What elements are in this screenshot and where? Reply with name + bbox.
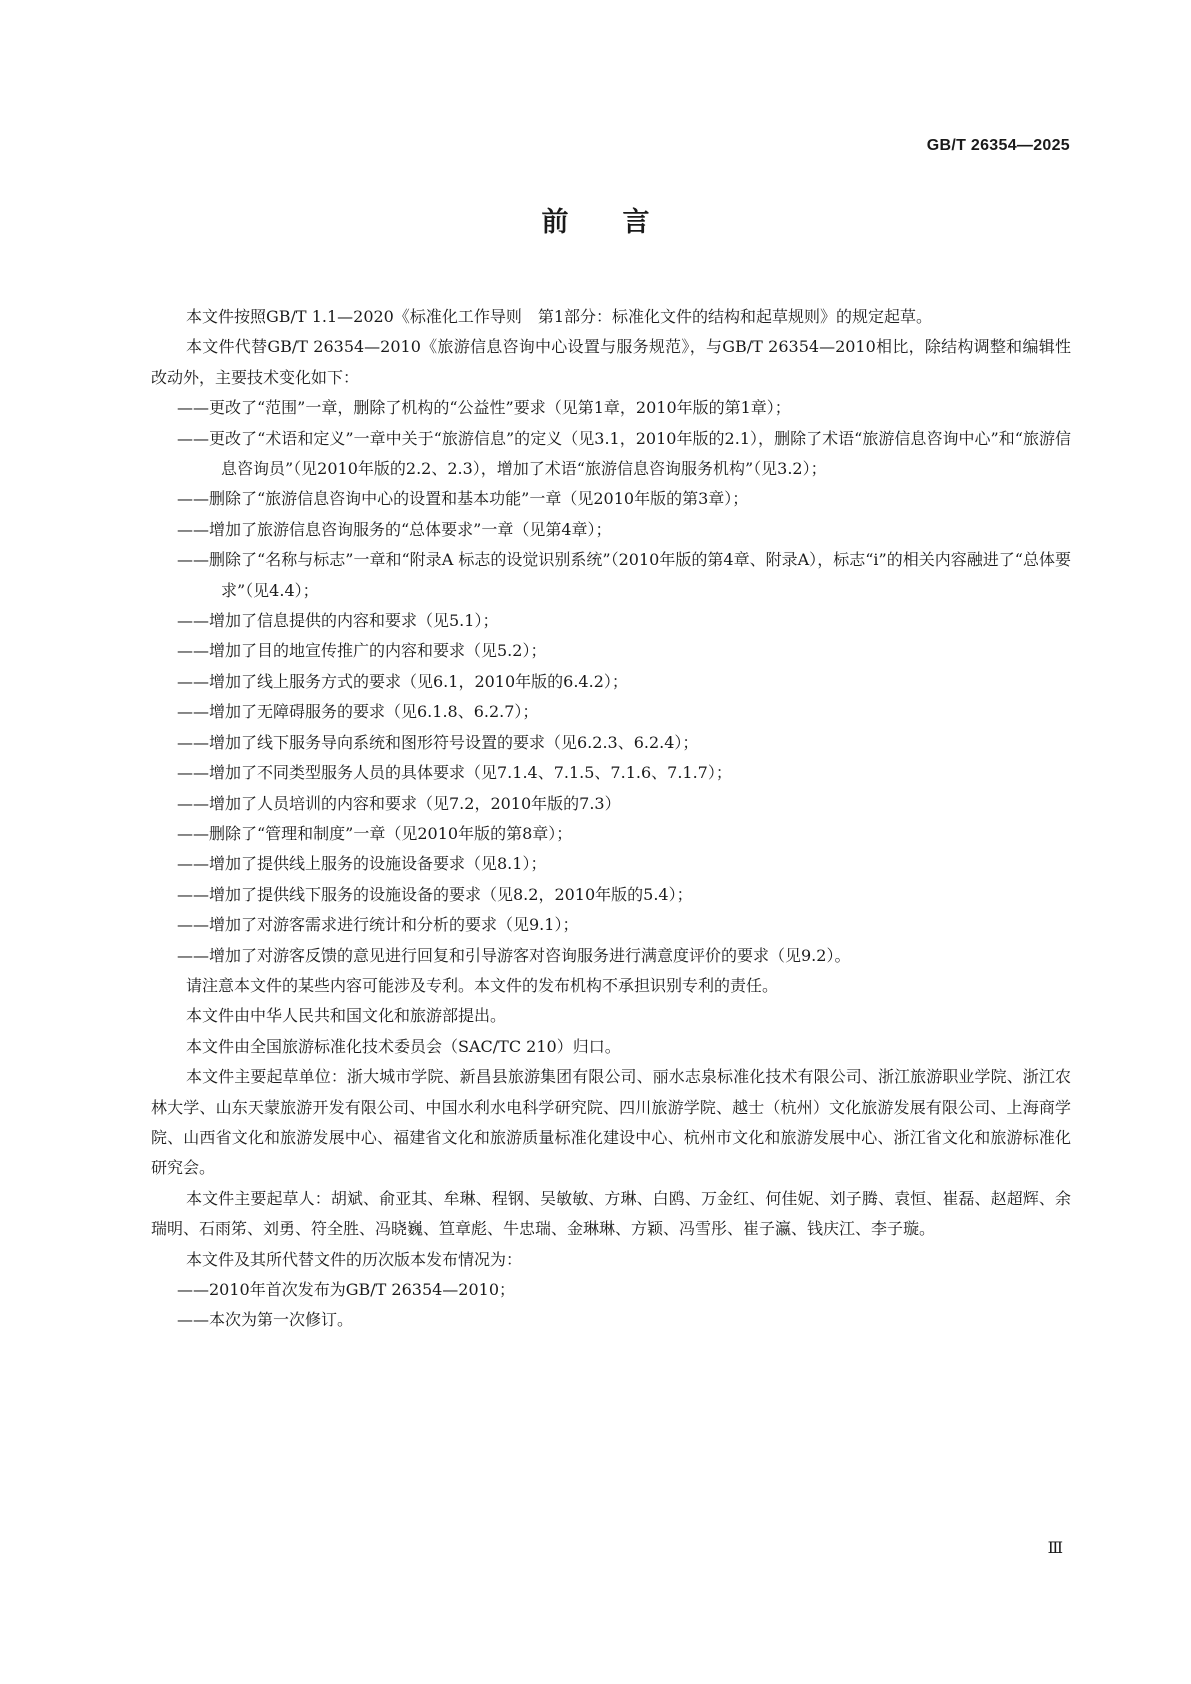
list-item: ——删除了“旅游信息咨询中心的设置和基本功能”一章（见2010年版的第3章）； — [177, 489, 749, 509]
paragraph-drafting-units: 本文件主要起草单位：浙大城市学院、新昌县旅游集团有限公司、丽水志泉标准化技术有限公司、浙江旅游职业学院、浙江农林大学、山东天蒙旅游开发有限公司、中国水利水电科学研究院、四川旅游学院、越士（杭州）文化旅游发展有限公司、上海商学院、山西省文化和旅游发展中心、福建省文化和旅游质量标准化建设中心、杭州市文化和旅游发展中心、浙江省文化和旅游标准化研究会。 — [151, 1067, 1071, 1178]
title-char-2: 言 — [622, 207, 650, 238]
list-item: ——增加了提供线下服务的设施设备的要求（见8.2，2010年版的5.4）； — [177, 884, 693, 904]
paragraph-proposer: 本文件由中华人民共和国文化和旅游部提出。 — [186, 1006, 507, 1026]
list-item: ——2010年首次发布为GB/T 26354—2010； — [177, 1280, 516, 1299]
title-char-1: 前 — [541, 207, 569, 238]
paragraph-replaces: 本文件代替GB/T 26354—2010《旅游信息咨询中心设置与服务规范》，与GB/T 26354—2010相比，除结构调整和编辑性改动外，主要技术变化如下： — [151, 337, 1071, 387]
foreword-body — [151, 302, 1071, 1336]
list-item: ——增加了目的地宣传推广的内容和要求（见5.2）； — [177, 641, 547, 661]
list-item: ——增加了旅游信息咨询服务的“总体要求”一章（见第4章）； — [177, 519, 612, 539]
list-item: ——增加了信息提供的内容和要求（见5.1）； — [177, 611, 499, 631]
list-item: ——删除了“名称与标志”一章和“附录A 标志的设觉识别系统”（2010年版的第4章、附录A），标志“i”的相关内容融进了“总体要求”（见4.4）； — [177, 550, 1071, 600]
list-item: ——增加了无障碍服务的要求（见6.1.8、6.2.7）； — [177, 702, 539, 722]
history-list — [151, 1275, 1071, 1336]
list-item: ——本次为第一次修订。 — [177, 1310, 354, 1330]
changes-list — [151, 393, 1071, 971]
list-item: ——增加了对游客反馈的意见进行回复和引导游客对咨询服务进行满意度评价的要求（见9.2）。 — [177, 945, 851, 965]
page-title — [0, 200, 1191, 239]
list-item: ——删除了“管理和制度”一章（见2010年版的第8章）； — [177, 823, 573, 843]
list-item: ——更改了“术语和定义”一章中关于“旅游信息”的定义（见3.1，2010年版的2.1），删除了术语“旅游信息咨询中心”和“旅游信息咨询员”（见2010年版的2.2、2.3），增加了术语“旅游信息咨询服务机构”（见3.2）； — [177, 428, 1071, 479]
list-item: ——增加了线上服务方式的要求（见6.1，2010年版的6.4.2）； — [177, 671, 628, 691]
list-item: ——增加了对游客需求进行统计和分析的要求（见9.1）； — [177, 915, 579, 935]
page-number: Ⅲ — [1047, 1538, 1063, 1557]
paragraph-drafting-rules: 本文件按照GB/T 1.1—2020《标准化工作导则 第1部分：标准化文件的结构和起草规则》的规定起草。 — [186, 307, 933, 326]
paragraph-patent-notice: 请注意本文件的某些内容可能涉及专利。本文件的发布机构不承担识别专利的责任。 — [186, 975, 779, 995]
list-item: ——更改了“范围”一章，删除了机构的“公益性”要求（见第1章，2010年版的第1章）； — [177, 398, 791, 418]
paragraph-drafters: 本文件主要起草人：胡斌、俞亚其、牟琳、程钢、吴敏敏、方琳、白鸥、万金红、何佳妮、刘子腾、袁恒、崔磊、赵超辉、余瑞明、石雨笫、刘勇、符全胜、冯晓巍、笪章彪、牛忠瑞、金琳琳、方颖、冯雪彤、崔子瀛、钱庆江、李子璇。 — [151, 1188, 1071, 1239]
standard-code: GB/T 26354—2025 — [926, 137, 1070, 154]
paragraph-history-intro: 本文件及其所代替文件的历次版本发布情况为： — [186, 1249, 523, 1269]
list-item: ——增加了线下服务导向系统和图形符号设置的要求（见6.2.3、6.2.4）； — [177, 732, 699, 752]
list-item: ——增加了提供线上服务的设施设备要求（见8.1）； — [177, 854, 547, 874]
paragraph-technical-committee: 本文件由全国旅游标准化技术委员会（SAC/TC 210）归口。 — [186, 1036, 621, 1056]
list-item: ——增加了不同类型服务人员的具体要求（见7.1.4、7.1.5、7.1.6、7.1.7）； — [177, 763, 732, 783]
list-item: ——增加了人员培训的内容和要求（见7.2，2010年版的7.3） — [177, 793, 621, 813]
